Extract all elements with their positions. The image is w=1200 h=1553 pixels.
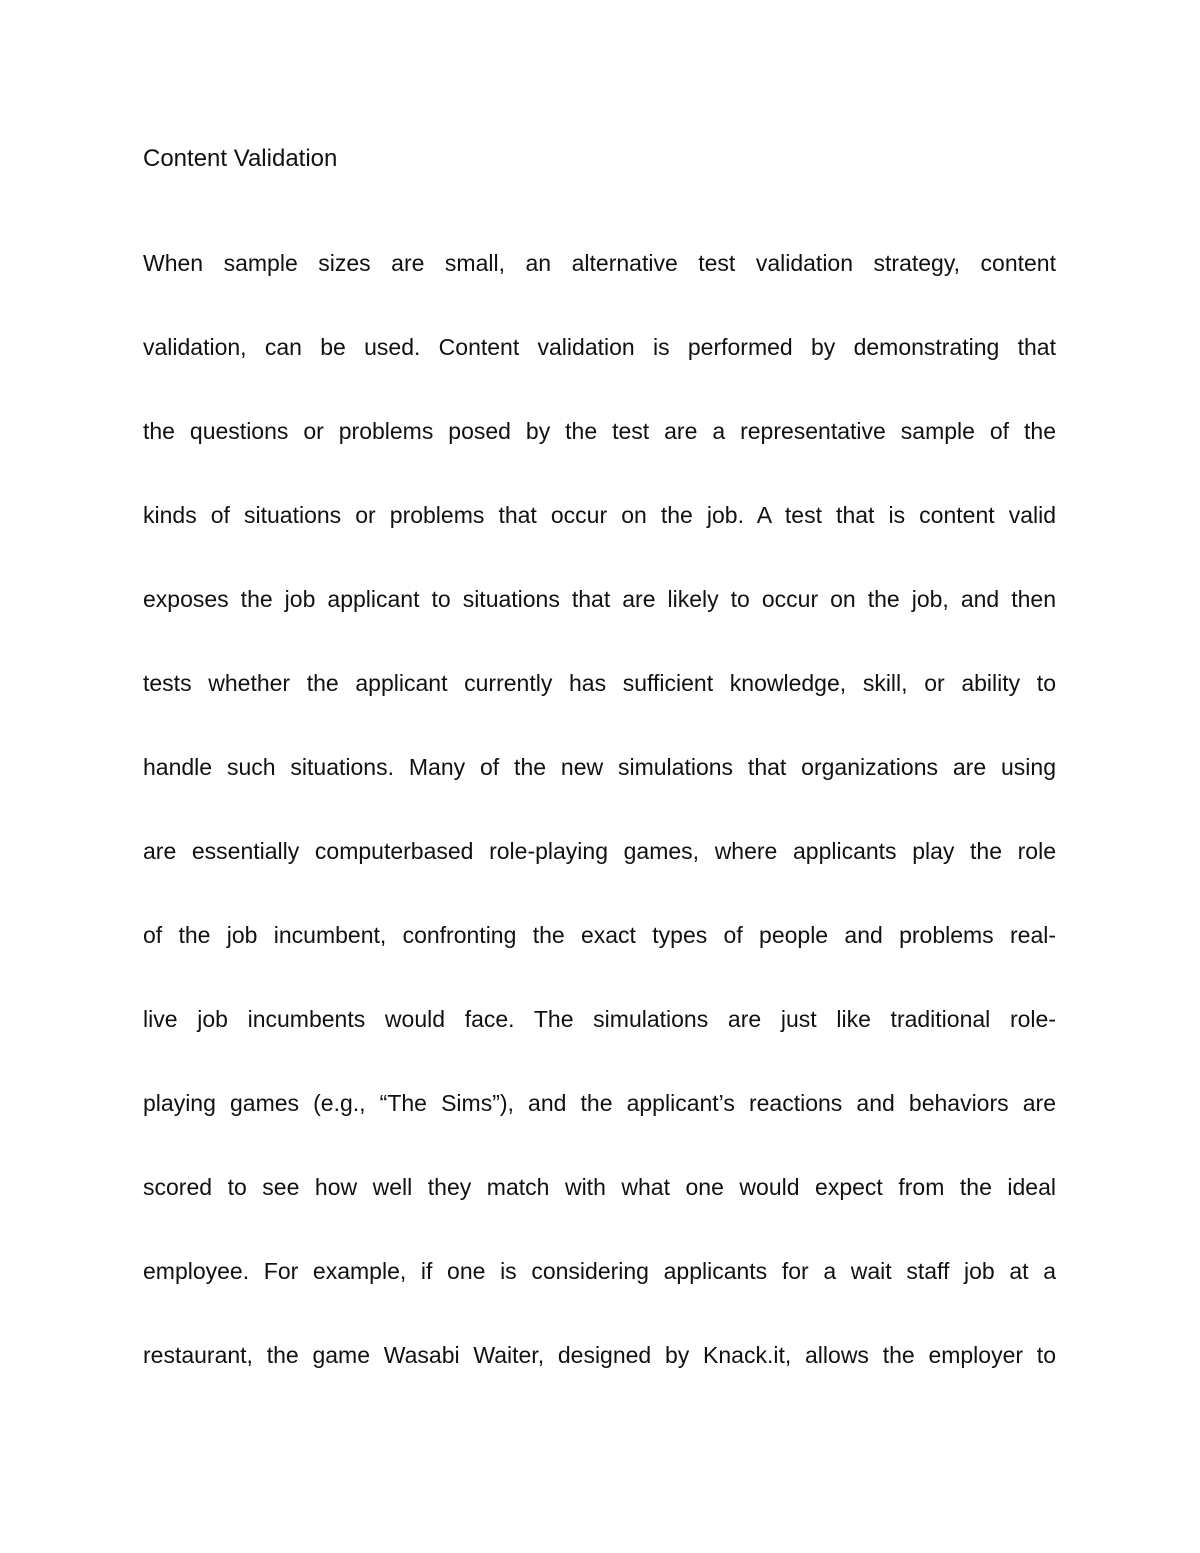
paragraph-line-13: employee. For example, if one is considering applicants for a wait staff job at a <box>143 1258 1056 1284</box>
paragraph-line-7: handle such situations. Many of the new simulations that organizations are using <box>143 754 1056 780</box>
paragraph-line-10: live job incumbents would face. The simulations are just like traditional role- <box>143 1006 1056 1032</box>
paragraph-line-1: When sample sizes are small, an alternative test validation strategy, content <box>143 250 1056 276</box>
paragraph-line-2: validation, can be used. Content validation is performed by demonstrating that <box>143 334 1056 360</box>
paragraph-line-14: restaurant, the game Wasabi Waiter, designed by Knack.it, allows the employer to <box>143 1342 1056 1368</box>
paragraph-line-6: tests whether the applicant currently has sufficient knowledge, skill, or ability to <box>143 670 1056 696</box>
paragraph-line-4: kinds of situations or problems that occur on the job. A test that is content valid <box>143 502 1056 528</box>
paragraph-line-5: exposes the job applicant to situations that are likely to occur on the job, and then <box>143 586 1056 612</box>
paragraph-line-8: are essentially computerbased role-playing games, where applicants play the role <box>143 838 1056 864</box>
paragraph-line-12: scored to see how well they match with what one would expect from the ideal <box>143 1174 1056 1200</box>
document-heading: Content Validation <box>143 145 338 172</box>
paragraph-line-9: of the job incumbent, confronting the exact types of people and problems real- <box>143 922 1056 948</box>
paragraph-line-3: the questions or problems posed by the test are a representative sample of the <box>143 418 1056 444</box>
paragraph-line-11: playing games (e.g., “The Sims”), and the applicant’s reactions and behaviors are <box>143 1090 1056 1116</box>
